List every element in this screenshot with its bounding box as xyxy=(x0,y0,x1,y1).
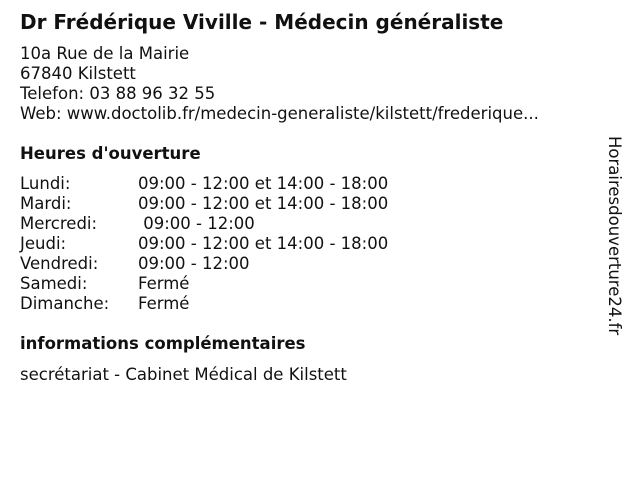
website-link[interactable]: Web: www.doctolib.fr/medecin-generaliste/kilstett/frederique... xyxy=(20,104,539,123)
contact-block xyxy=(20,44,539,124)
day-label: Samedi: xyxy=(20,274,88,293)
info-heading: informations complémentaires xyxy=(20,334,306,353)
day-hours: Fermé xyxy=(138,294,190,313)
address-city: 67840 Kilstett xyxy=(20,64,136,83)
day-hours: 09:00 - 12:00 xyxy=(138,254,250,273)
day-hours: Fermé xyxy=(138,274,190,293)
day-label: Vendredi: xyxy=(20,254,99,273)
day-label: Mardi: xyxy=(20,194,72,213)
day-label: Jeudi: xyxy=(20,234,67,253)
hours-row-vendredi xyxy=(20,254,388,274)
info-text: secrétariat - Cabinet Médical de Kilstett xyxy=(20,365,347,384)
hours-row-jeudi xyxy=(20,234,388,254)
hours-row-dimanche xyxy=(20,294,388,314)
hours-heading: Heures d'ouverture xyxy=(20,144,201,163)
day-label: Mercredi: xyxy=(20,214,98,233)
page-title: Dr Frédérique Viville - Médecin généraliste xyxy=(20,10,504,34)
hours-table xyxy=(20,174,388,314)
hours-row-samedi xyxy=(20,274,388,294)
phone-number: Telefon: 03 88 96 32 55 xyxy=(20,84,216,103)
address-street: 10a Rue de la Mairie xyxy=(20,44,190,63)
day-hours: 09:00 - 12:00 et 14:00 - 18:00 xyxy=(138,194,389,213)
hours-row-lundi xyxy=(20,174,388,194)
hours-row-mardi xyxy=(20,194,388,214)
day-hours: 09:00 - 12:00 et 14:00 - 18:00 xyxy=(138,174,389,193)
site-watermark: Horairesdouverture24.fr xyxy=(605,136,624,336)
day-label: Lundi: xyxy=(20,174,71,193)
day-hours: 09:00 - 12:00 xyxy=(138,214,255,233)
day-label: Dimanche: xyxy=(20,294,110,313)
day-hours: 09:00 - 12:00 et 14:00 - 18:00 xyxy=(138,234,389,253)
hours-row-mercredi xyxy=(20,214,388,234)
